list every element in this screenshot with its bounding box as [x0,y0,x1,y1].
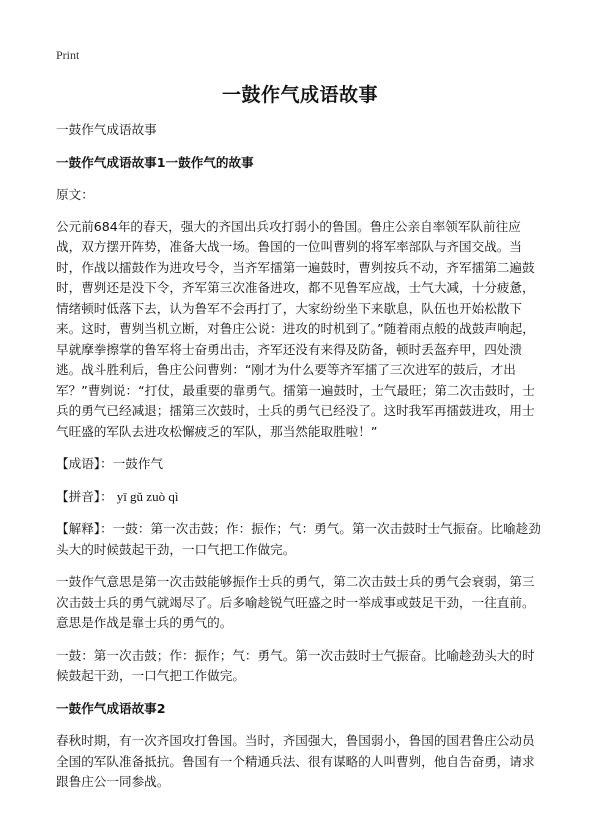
page-title: 一鼓作气成语故事 [221,84,378,106]
original-label: 原文： [56,187,94,202]
pinyin-line [56,487,544,508]
print-label[interactable]: Print [56,48,80,62]
story2-paragraph: 春秋时期，有一次齐国攻打鲁国。当时，齐国强大，鲁国弱小，鲁国的国君鲁庄公动员全国的军队准备抵抗。鲁国有一个精通兵法、很有谋略的人叫曹刿，他自告奋勇，请求跟鲁庄公一同参战。 [56,733,535,789]
story1-paragraph: 公元前684年的春天，强大的齐国出兵攻打弱小的鲁国。鲁庄公亲自率领军队前往应战，双方摆开阵势，准备大战一场。鲁国的一位叫曹刿的将军率部队与齐国交战。当时，作战以擂鼓作为进攻号令，当齐军擂第一遍鼓时，曹刿按兵不动，齐军擂第二遍鼓时，曹刿还是没下令，齐军第三次准备进攻，都不见鲁军应战，士气大减，十分疲惫，情绪顿时低落下去，认为鲁军不会再打了，大家纷纷坐下来歇息，队伍也开始松散下来。这时，曹刿当机立断，对鲁庄公说：进攻的时机到了。”随着雨点般的战鼓声响起，早就摩拳擦掌的鲁军将士奋勇出击，齐军还没有来得及防备，顿时丢盔弃甲，四处溃逃。战斗胜利后，鲁庄公问曹刿：“刚才为什么要等齐军擂了三次进军的鼓后，才出军？”曹刿说：“打仗，最重要的靠勇气。擂第一遍鼓时，士气最旺；第二次击鼓时，士兵的勇气已经减退；擂第三次鼓时，士兵的勇气已经没了。这时我军再擂鼓进攻，用士气旺盛的军队去进攻松懈疲乏的军队，那当然能取胜啦！” [56,218,536,439]
meaning-paragraph: 一鼓作气意思是第一次击鼓能够振作士兵的勇气，第二次击鼓士兵的勇气会衰弱，第三次击鼓士兵的勇气就竭尽了。后多喻趁锐气旺盛之时一举成事或鼓足干劲，一往直前。意思是作战是靠士兵的勇气的。 [56,574,535,630]
definition-paragraph: 一鼓：第一次击鼓；作：振作；气：勇气。第一次击鼓时士气振奋。比喻趁劲头大的时候鼓起干劲，一口气把工作做完。 [56,647,535,683]
pinyin-value: yī gǔ zuò qì [116,488,179,504]
pinyin-label: 【拼音】： [56,488,113,504]
story1-heading: 一鼓作气成语故事1一鼓作气的故事 [56,154,254,170]
article-body [56,120,544,805]
explain-paragraph: 【解释】：一鼓：第一次击鼓；作：振作；气：勇气。第一次击鼓时士气振奋。比喻趁劲头大的时候鼓起干劲，一口气把工作做完。 [56,521,541,557]
subtitle: 一鼓作气成语故事 [56,122,157,137]
story2-heading: 一鼓作气成语故事2 [56,700,166,716]
idiom-line: 【成语】：一鼓作气 [56,456,164,471]
